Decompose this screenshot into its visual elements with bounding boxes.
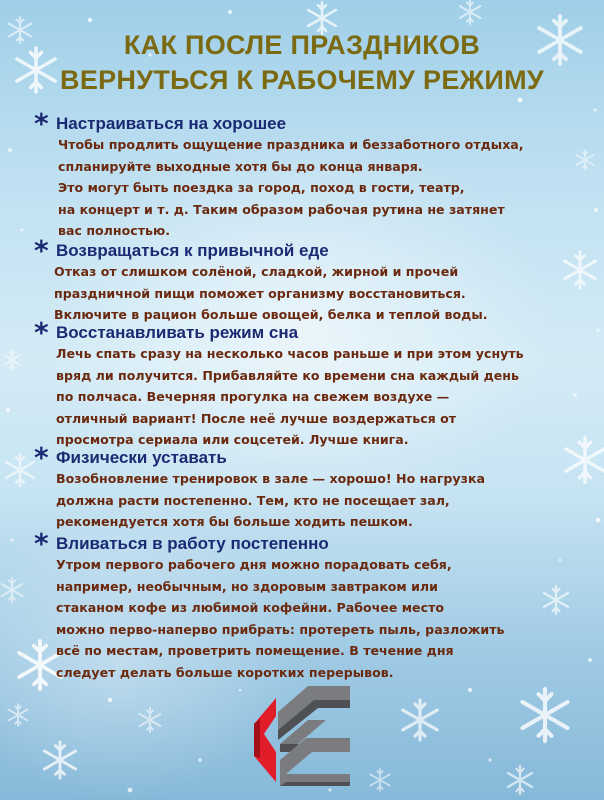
body-line: вряд ли получится. Прибавляйте ко времени сна каждый день [56, 367, 519, 383]
body-line: Лечь спать сразу на несколько часов раньше и при этом уснуть [56, 346, 524, 361]
tip-section-work [34, 527, 594, 683]
section-heading [34, 441, 594, 474]
section-heading [34, 527, 594, 560]
section-body [34, 134, 594, 242]
tip-section-mood [34, 107, 594, 242]
body-line: например, необычным, но здоровым завтраком или [56, 578, 438, 594]
section-body [34, 554, 594, 683]
body-line: должна расти постепенно. Тем, кто не посещает зал, [56, 492, 450, 508]
body-line: рекомендуется хотя бы больше ходить пешком. [56, 514, 413, 529]
body-line: праздничной пищи поможет организму восстановиться. [54, 285, 466, 301]
section-heading-text: Возвращаться к привычной еде [56, 241, 329, 260]
poster-title [0, 28, 604, 98]
section-heading-text: Настраиваться на хорошее [56, 114, 287, 133]
section-heading [34, 316, 594, 349]
body-line: Отказ от слишком солёной, сладкой, жирной и прочей [54, 264, 459, 279]
section-heading-text: Восстанавливать режим сна [56, 323, 299, 342]
body-line: Утром первого рабочего дня можно порадовать себя, [56, 557, 452, 572]
body-line: стаканом кофе из любимой кофейни. Рабочее место [56, 600, 445, 615]
asterisk-icon: * [34, 316, 49, 349]
body-line: Это могут быть поездка за город, поход в гости, театр, [58, 180, 465, 195]
tip-section-food [34, 234, 594, 326]
body-line: Включите в рацион больше овощей, белка и теплой воды. [54, 307, 488, 322]
section-heading-text: Вливаться в работу постепенно [56, 534, 329, 553]
chevron-logo-icon [246, 686, 356, 786]
section-body [34, 261, 594, 326]
body-line: просмотра сериала или соцсетей. Лучше книга. [56, 432, 409, 447]
title-line-1: КАК ПОСЛЕ ПРАЗДНИКОВ [123, 30, 481, 60]
asterisk-icon: * [34, 527, 49, 560]
tip-section-exercise [34, 441, 594, 533]
body-line: вас полностью. [58, 223, 171, 238]
asterisk-icon: * [34, 441, 49, 474]
tip-section-sleep [34, 316, 594, 451]
title-line-2: ВЕРНУТЬСЯ К РАБОЧЕМУ РЕЖИМУ [60, 65, 544, 95]
body-line: спланируйте выходные хотя бы до конца января. [58, 158, 423, 174]
section-body [34, 468, 594, 533]
asterisk-icon: * [34, 107, 49, 140]
section-heading [34, 234, 594, 267]
body-line: Чтобы продлить ощущение праздника и беззаботного отдыха, [58, 137, 524, 152]
body-line: на концерт и т. д. Таким образом рабочая рутина не затянет [58, 201, 505, 217]
section-body [34, 343, 594, 451]
body-line: Возобновление тренировок в зале — хорошо! Но нагрузка [56, 471, 485, 486]
body-line: следует делать больше коротких перерывов. [56, 664, 394, 680]
section-heading [34, 107, 594, 140]
body-line: всё по местам, проветрить помещение. В течение дня [56, 643, 454, 658]
body-line: по полчаса. Вечерняя прогулка на свежем воздухе — [56, 389, 450, 404]
body-line: можно перво-наперво прибрать: протереть пыль, разложить [56, 621, 505, 637]
body-line: отличный вариант! После неё лучше воздержаться от [56, 410, 457, 426]
asterisk-icon: * [34, 234, 49, 267]
section-heading-text: Физически уставать [56, 448, 227, 467]
